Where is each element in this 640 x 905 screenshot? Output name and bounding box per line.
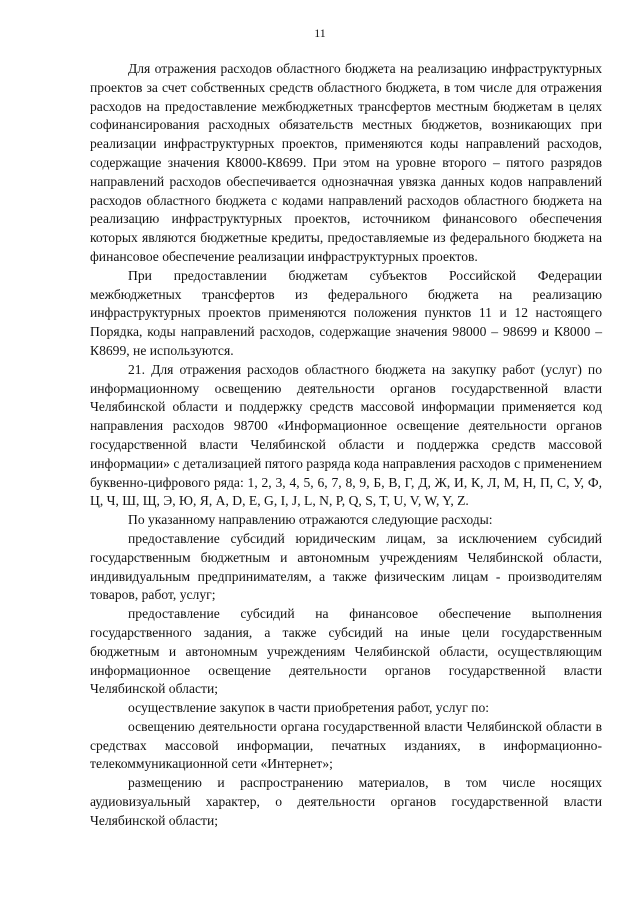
paragraph-infrastructure-own-funds: Для отражения расходов областного бюджета на реализацию инфраструктурных проектов за счет собственных средств областного бюджета, в том числе для отражения расходов на предоставление межбюджетных трансфертов местным бюджетам в целях софинансирования расходных обязательств местных бюджетов, возникающих при реализации инфраструктурных проектов, применяются коды направлений расходов, содержащие значения К8000-К8699. При этом на уровне второго – пятого разрядов направлений расходов обеспечивается однозначная увязка данных кодов направлений расходов областного бюджета с кодами направлений расходов областного бюджета на реализацию инфраструктурных проектов, источником финансового обеспечения которых являются бюджетные кредиты, предоставляемые из федерального бюджета на финансовое обеспечение реализации инфраструктурных проектов. [90,61,602,264]
document-body [90,60,602,831]
paragraph-subsidies-state-task: предоставление субсидий на финансовое обеспечение выполнения государственного задания, а также субсидий на иные цели государственным бюджетным и автономным учреждениям Челябинской области, осуществляющим информационное освещение деятельности органов государственной власти Челябинской области; [90,606,602,697]
paragraph-subsidies-legal-entities: предоставление субсидий юридическим лицам, за исключением субсидий государственным бюджетным и автономным учреждениям Челябинской области, индивидуальным предпринимателям, а также физическим лицам - производителям товаров, работ, услуг; [90,530,602,603]
paragraph-media-coverage: освещению деятельности органа государственной власти Челябинской области в средствах массовой информации, печатных изданиях, в информационно-телекоммуникационной сети «Интернет»; [90,718,602,772]
paragraph-item-21: 21. Для отражения расходов областного бюджета на закупку работ (услуг) по информационному освещению деятельности органов государственной власти Челябинской области и поддержку средств массовой информации применяется код направления расходов 98700 «Информационное освещение деятельности органов государственной власти Челябинской области и поддержка средств массовой информации» с детализацией пятого разряда кода направления расходов с применением буквенно-цифрового ряда: 1, 2, 3, 4, 5, 6, 7, 8, 9, Б, В, Г, Д, Ж, И, К, Л, М, Н, П, С, У, Ф, Ц, Ч, Ш, Щ, Э, Ю, Я, A, D, E, G, I, J, L, N, P, Q, S, T, U, V, W, Y, Z. [90,361,602,509]
paragraph-federal-transfers: При предоставлении бюджетам субъектов Российской Федерации межбюджетных трансфертов из федерального бюджета на реализацию инфраструктурных проектов применяются положения пунктов 11 и 12 настоящего Порядка, коды направлений расходов, содержащие значения 98000 – 98699 и К8000 – К8699, не используются. [90,267,602,358]
paragraph-materials-distribution: размещению и распространению материалов, в том числе носящих аудиовизуальный характер, о деятельности органов государственной власти Челябинской области; [90,775,602,828]
paragraph-procurement-intro: осуществление закупок в части приобретения работ, услуг по: [128,700,490,716]
page-number: 11 [314,26,326,40]
paragraph-expenses-intro: По указанному направлению отражаются следующие расходы: [128,512,493,528]
